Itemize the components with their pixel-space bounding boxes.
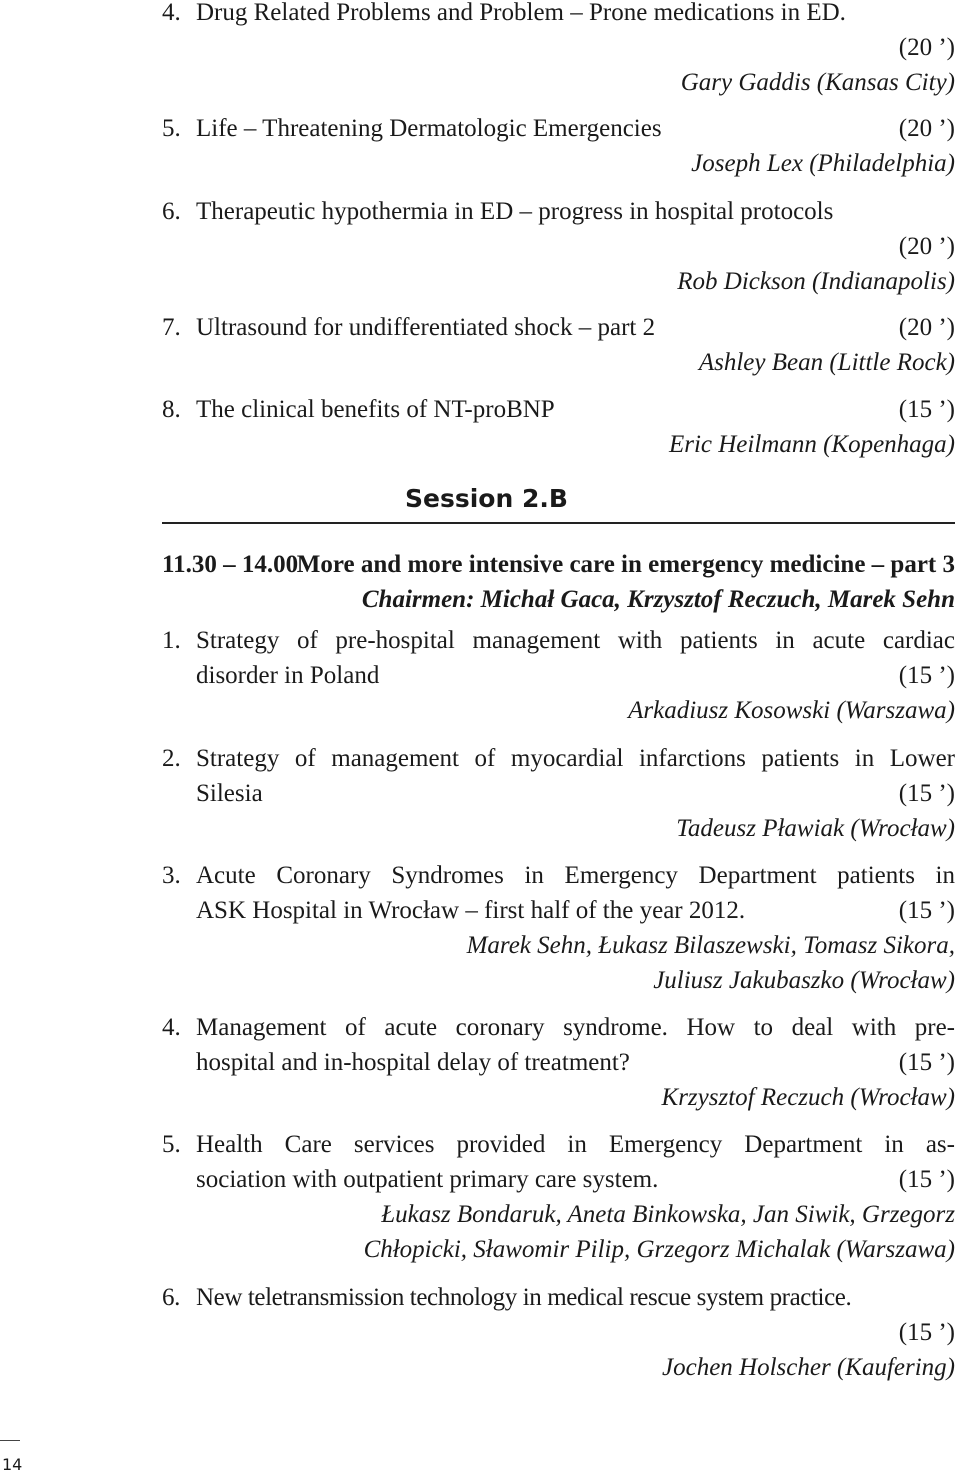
- item-number: 7.: [162, 314, 181, 341]
- program-item-7: [162, 310, 955, 380]
- item-number: 6.: [162, 1284, 180, 1311]
- item-author: Tadeusz Pławiak (Wrocław): [676, 815, 955, 842]
- item-title-line: disorder in Poland (15 ’): [162, 658, 955, 693]
- item-author: Juliusz Jakubaszko (Wrocław): [653, 967, 955, 994]
- item-title-line: 6. Therapeutic hypothermia in ED – progress in hospital protocols: [162, 194, 955, 229]
- session-label: Session 2.B: [405, 484, 568, 513]
- item-number: 1.: [162, 627, 181, 654]
- item-number: 2.: [162, 745, 181, 772]
- session-item-4: [162, 1010, 955, 1115]
- item-author: Eric Heilmann (Kopenhaga): [668, 431, 955, 458]
- item-author: Łukasz Bondaruk, Aneta Binkowska, Jan Siwik, Grzegorz: [381, 1201, 955, 1228]
- item-duration: (20 ’): [898, 34, 955, 61]
- item-author: Rob Dickson (Indianapolis): [677, 268, 955, 295]
- item-author: Krzysztof Reczuch (Wrocław): [661, 1084, 955, 1111]
- item-number: 4.: [162, 1014, 181, 1041]
- item-author: Gary Gaddis (Kansas City): [680, 69, 955, 96]
- item-duration: (15 ’): [898, 396, 955, 423]
- program-item-8: [162, 392, 955, 462]
- item-duration: (15 ’): [898, 1166, 955, 1193]
- item-title-line: 3. Acute Coronary Syndromes in Emergency Department patients in: [162, 858, 955, 893]
- item-title-line: ASK Hospital in Wrocław – first half of the year 2012. (15 ’): [162, 893, 955, 928]
- item-title-line: 5. Health Care services provided in Emergency Department in as-: [162, 1127, 955, 1162]
- program-item-5: [162, 111, 955, 181]
- item-duration: (20 ’): [898, 115, 955, 142]
- session-item-5: [162, 1127, 955, 1267]
- item-author: Ashley Bean (Little Rock): [698, 349, 955, 376]
- session-chairmen: Chairmen: Michał Gaca, Krzysztof Reczuch, Marek Sehn: [361, 586, 955, 613]
- item-duration: (15 ’): [898, 1319, 955, 1346]
- program-item-6: [162, 194, 955, 299]
- item-title-line: 6. New teletransmission technology in medical rescue system practice.: [162, 1280, 955, 1315]
- item-duration: (15 ’): [898, 897, 955, 924]
- page-number: 14: [2, 1455, 23, 1474]
- item-title-line: 4. Management of acute coronary syndrome. How to deal with pre-: [162, 1010, 955, 1045]
- item-author: Jochen Holscher (Kaufering): [662, 1354, 955, 1381]
- session-item-6: [162, 1280, 955, 1385]
- item-title-line: 2. Strategy of management of myocardial infarctions patients in Lower: [162, 741, 955, 776]
- item-number: 3.: [162, 862, 181, 889]
- item-title-line: 1. Strategy of pre-hospital management with patients in acute cardiac: [162, 623, 955, 658]
- item-duration: (15 ’): [898, 662, 955, 689]
- item-number: 5.: [162, 1131, 181, 1158]
- session-item-2: [162, 741, 955, 846]
- item-title-line: 7. Ultrasound for undifferentiated shock – part 2 (20 ’): [162, 310, 955, 345]
- item-duration: (20 ’): [898, 233, 955, 260]
- session-divider: [162, 522, 955, 524]
- item-title-line: 4. Drug Related Problems and Problem – Prone medications in ED.: [162, 0, 955, 30]
- session-title: More and more intensive care in emergency medicine – part 3: [296, 551, 955, 578]
- session-time: 11.30 – 14.00: [162, 551, 299, 578]
- item-title-line: hospital and in-hospital delay of treatment? (15 ’): [162, 1045, 955, 1080]
- item-number: 4.: [162, 0, 181, 26]
- item-author: Arkadiusz Kosowski (Warszawa): [628, 697, 955, 724]
- session-item-1: [162, 623, 955, 728]
- item-duration: (15 ’): [898, 780, 955, 807]
- item-author: Marek Sehn, Łukasz Bilaszewski, Tomasz Sikora,: [466, 932, 955, 959]
- item-title-line: Silesia (15 ’): [162, 776, 955, 811]
- page-number-rule: [0, 1440, 20, 1441]
- item-title-line: 8. The clinical benefits of NT-proBNP (15 ’): [162, 392, 955, 427]
- item-number: 8.: [162, 396, 181, 423]
- item-number: 6.: [162, 198, 181, 225]
- item-duration: (15 ’): [898, 1049, 955, 1076]
- item-author: Chłopicki, Sławomir Pilip, Grzegorz Michalak (Warszawa): [363, 1236, 955, 1263]
- item-author: Joseph Lex (Philadelphia): [691, 150, 955, 177]
- program-item-4: [162, 0, 955, 100]
- session-item-3: [162, 858, 955, 998]
- item-title-line: 5. Life – Threatening Dermatologic Emergencies (20 ’): [162, 111, 955, 146]
- item-number: 5.: [162, 115, 181, 142]
- item-duration: (20 ’): [898, 314, 955, 341]
- item-title-line: sociation with outpatient primary care system. (15 ’): [162, 1162, 955, 1197]
